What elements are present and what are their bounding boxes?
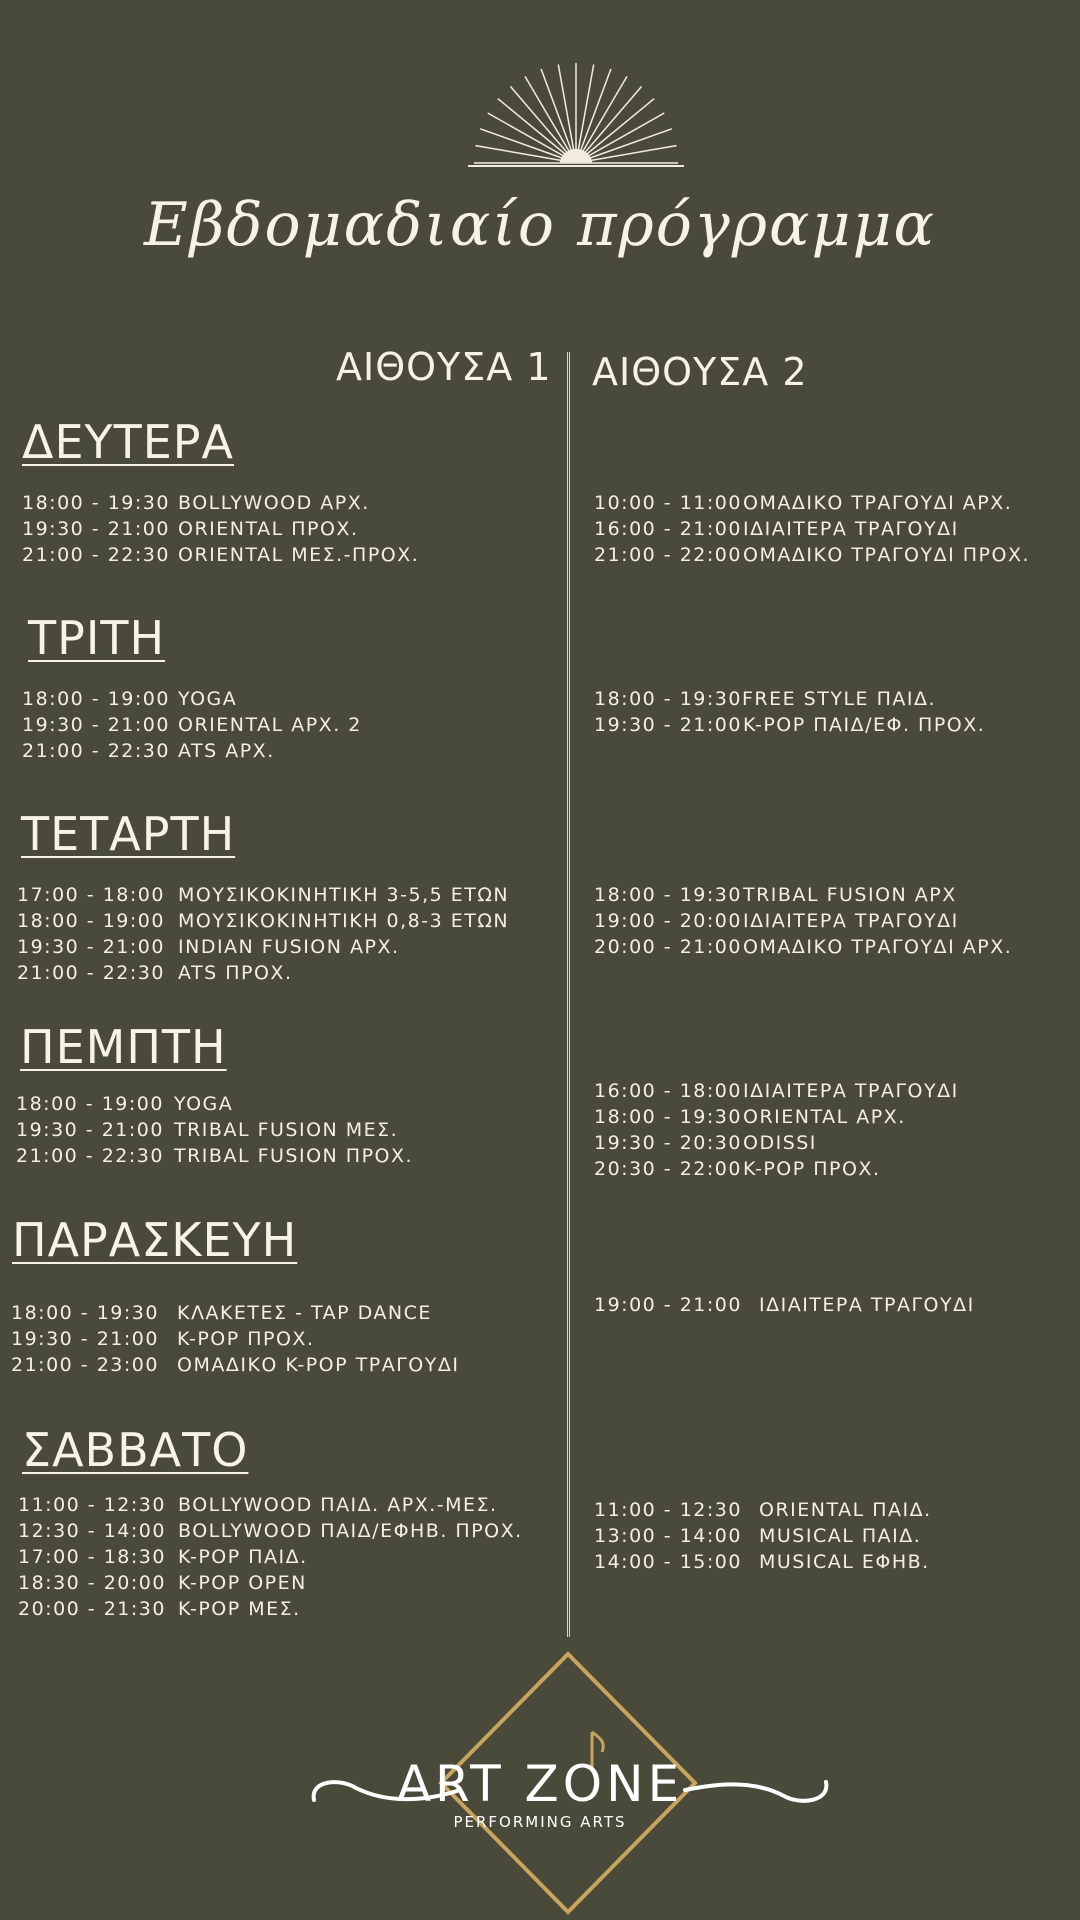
class-name: K-POP ΠΑΙΔ. [178,1546,308,1568]
class-name: ΜΟΥΣΙΚΟΚΙΝΗΤΙΚΗ 0,8-3 ΕΤΩΝ [178,910,510,932]
class-name: ORIENTAL ΜΕΣ.-ΠΡΟΧ. [178,544,420,566]
list-item [594,686,1074,712]
class-name: ORIENTAL ΑΡΧ. 2 [178,714,362,736]
class-time: 19:30 - 21:00 [594,714,742,736]
class-time: 21:00 - 22:30 [17,962,165,984]
list-item [22,712,562,738]
class-time: 21:00 - 22:30 [16,1145,164,1167]
class-time: 18:00 - 19:30 [11,1302,159,1324]
list-item [17,960,562,986]
class-time: 10:00 - 11:00 [594,492,742,514]
class-name: ΙΔΙΑΙΤΕΡΑ ΤΡΑΓΟΥΔΙ [743,910,959,932]
class-time: 18:00 - 19:30 [594,884,742,906]
list-item [22,686,562,712]
class-time: 19:30 - 21:00 [17,936,165,958]
class-name: K-POP ΜΕΣ. [178,1598,301,1620]
day-heading-saturday: ΣΑΒΒΑΤΟ [22,1423,249,1477]
class-name: ΙΔΙΑΙΤΕΡΑ ΤΡΑΓΟΥΔΙ [743,518,959,540]
list-item [22,542,562,568]
class-name: INDIAN FUSION ΑΡΧ. [178,936,400,958]
class-time: 18:30 - 20:00 [18,1572,166,1594]
class-name: ORIENTAL ΠΑΙΔ. [759,1499,932,1521]
day-heading-monday: ΔΕΥΤΕΡΑ [22,415,235,469]
class-time: 18:00 - 19:00 [17,910,165,932]
class-time: 12:30 - 14:00 [18,1520,166,1542]
class-time: 21:00 - 23:00 [11,1354,159,1376]
class-time: 20:00 - 21:30 [18,1598,166,1620]
list-item [594,712,1074,738]
thursday-room2-list [594,1078,1074,1182]
list-item [594,1549,1074,1575]
class-time: 16:00 - 18:00 [594,1080,742,1102]
class-name: K-POP OPEN [178,1572,307,1594]
day-heading-tuesday: ΤΡΙΤΗ [28,611,166,665]
class-time: 21:00 - 22:30 [22,740,170,762]
friday-room1-list [11,1300,561,1378]
list-item [16,1143,561,1169]
class-name: BOLLYWOOD ΠΑΙΔ. ΑΡΧ.-ΜΕΣ. [178,1494,498,1516]
list-item [22,490,562,516]
tuesday-room2-list [594,686,1074,738]
class-time: 18:00 - 19:00 [22,688,170,710]
list-item [594,1078,1074,1104]
class-name: FREE STYLE ΠΑΙΔ. [742,688,937,710]
thursday-room1-list [16,1091,561,1169]
room-2-heading: ΑΙΘΟΥΣΑ 2 [592,350,808,394]
class-time: 18:00 - 19:30 [594,688,742,710]
list-item [16,1117,561,1143]
class-name: ATS ΑΡΧ. [178,740,275,762]
class-time: 19:00 - 20:00 [594,910,742,932]
list-item [18,1518,563,1544]
list-item [594,1523,1074,1549]
class-name: ΙΔΙΑΙΤΕΡΑ ΤΡΑΓΟΥΔΙ [743,1080,959,1102]
class-name: TRIBAL FUSION ΜΕΣ. [174,1119,399,1141]
logo-subtitle: PERFORMING ARTS [453,1813,627,1831]
list-item [18,1570,563,1596]
class-name: YOGA [178,688,238,710]
room-1-heading: ΑΙΘΟΥΣΑ 1 [336,345,552,389]
monday-room2-list [594,490,1074,568]
sunburst-icon [468,55,684,170]
class-name: ORIENTAL ΠΡΟΧ. [178,518,359,540]
class-time: 11:00 - 12:30 [594,1499,742,1521]
class-time: 11:00 - 12:30 [18,1494,166,1516]
class-name: ΟΜΑΔΙΚΟ ΤΡΑΓΟΥΔΙ ΠΡΟΧ. [743,544,1031,566]
class-time: 21:00 - 22:00 [594,544,742,566]
list-item [16,1091,561,1117]
list-item [594,908,1074,934]
saturday-room1-list [18,1492,563,1622]
class-name: TRIBAL FUSION ΑΡΧ [743,884,957,906]
list-item [18,1596,563,1622]
class-time: 17:00 - 18:00 [17,884,165,906]
class-name: ΚΛΑΚΕΤΕΣ - TAP DANCE [177,1302,432,1324]
day-heading-wednesday: ΤΕΤΑΡΤΗ [21,807,236,861]
page-title: Εβδομαδιαίο πρόγραμμα [143,190,937,260]
class-time: 21:00 - 22:30 [22,544,170,566]
class-name: ΜΟΥΣΙΚΟΚΙΝΗΤΙΚΗ 3-5,5 ΕΤΩΝ [178,884,510,906]
class-time: 16:00 - 21:00 [594,518,742,540]
class-time: 19:30 - 20:30 [594,1132,742,1154]
class-time: 19:00 - 21:00 [594,1294,742,1316]
day-heading-thursday: ΠΕΜΠΤΗ [20,1020,227,1074]
list-item [11,1326,561,1352]
class-name: K-POP ΠΡΟΧ. [743,1158,881,1180]
class-time: 20:00 - 21:00 [594,936,742,958]
class-name: BOLLYWOOD ΠΑΙΔ/ΕΦΗΒ. ΠΡΟΧ. [178,1520,523,1542]
class-name: MUSICAL ΕΦΗΒ. [759,1551,930,1573]
column-divider [567,352,570,1637]
class-name: ODISSI [743,1132,817,1154]
wednesday-room1-list [17,882,562,986]
logo-text: ART ZONE [396,1755,684,1813]
class-time: 19:30 - 21:00 [16,1119,164,1141]
monday-room1-list [22,490,562,568]
list-item [594,1104,1074,1130]
wednesday-room2-list [594,882,1074,960]
list-item [594,516,1074,542]
class-name: BOLLYWOOD ΑΡΧ. [178,492,370,514]
list-item [594,490,1074,516]
list-item [22,516,562,542]
class-time: 19:30 - 21:00 [11,1328,159,1350]
class-time: 18:00 - 19:30 [594,1106,742,1128]
day-heading-friday: ΠΑΡΑΣΚΕΥΗ [12,1213,298,1267]
list-item [22,738,562,764]
class-name: ATS ΠΡΟΧ. [178,962,293,984]
list-item [594,934,1074,960]
class-name: K-POP ΠΡΟΧ. [177,1328,315,1350]
list-item [594,1497,1074,1523]
class-time: 14:00 - 15:00 [594,1551,742,1573]
list-item [17,882,562,908]
saturday-room2-list [594,1497,1074,1575]
list-item [594,1156,1074,1182]
class-name: YOGA [174,1093,234,1115]
class-name: ΟΜΑΔΙΚΟ ΤΡΑΓΟΥΔΙ ΑΡΧ. [743,492,1013,514]
class-name: TRIBAL FUSION ΠΡΟΧ. [174,1145,414,1167]
class-time: 17:00 - 18:30 [18,1546,166,1568]
list-item [18,1544,563,1570]
list-item [11,1300,561,1326]
list-item [594,882,1074,908]
list-item [11,1352,561,1378]
class-time: 19:30 - 21:00 [22,714,170,736]
class-time: 18:00 - 19:00 [16,1093,164,1115]
list-item [594,1292,1074,1318]
friday-room2-list [594,1292,1074,1318]
class-name: K-POP ΠΑΙΔ/ΕΦ. ΠΡΟΧ. [743,714,986,736]
class-name: ORIENTAL ΑΡΧ. [743,1106,906,1128]
class-name: MUSICAL ΠΑΙΔ. [759,1525,922,1547]
list-item [594,542,1074,568]
class-time: 20:30 - 22:00 [594,1158,742,1180]
list-item [594,1130,1074,1156]
class-name: ΙΔΙΑΙΤΕΡΑ ΤΡΑΓΟΥΔΙ [759,1294,975,1316]
class-time: 19:30 - 21:00 [22,518,170,540]
list-item [17,934,562,960]
tuesday-room1-list [22,686,562,764]
class-time: 18:00 - 19:30 [22,492,170,514]
class-name: ΟΜΑΔΙΚΟ K-POP ΤΡΑΓΟΥΔΙ [177,1354,460,1376]
list-item [18,1492,563,1518]
list-item [17,908,562,934]
class-name: ΟΜΑΔΙΚΟ ΤΡΑΓΟΥΔΙ ΑΡΧ. [743,936,1013,958]
class-time: 13:00 - 14:00 [594,1525,742,1547]
